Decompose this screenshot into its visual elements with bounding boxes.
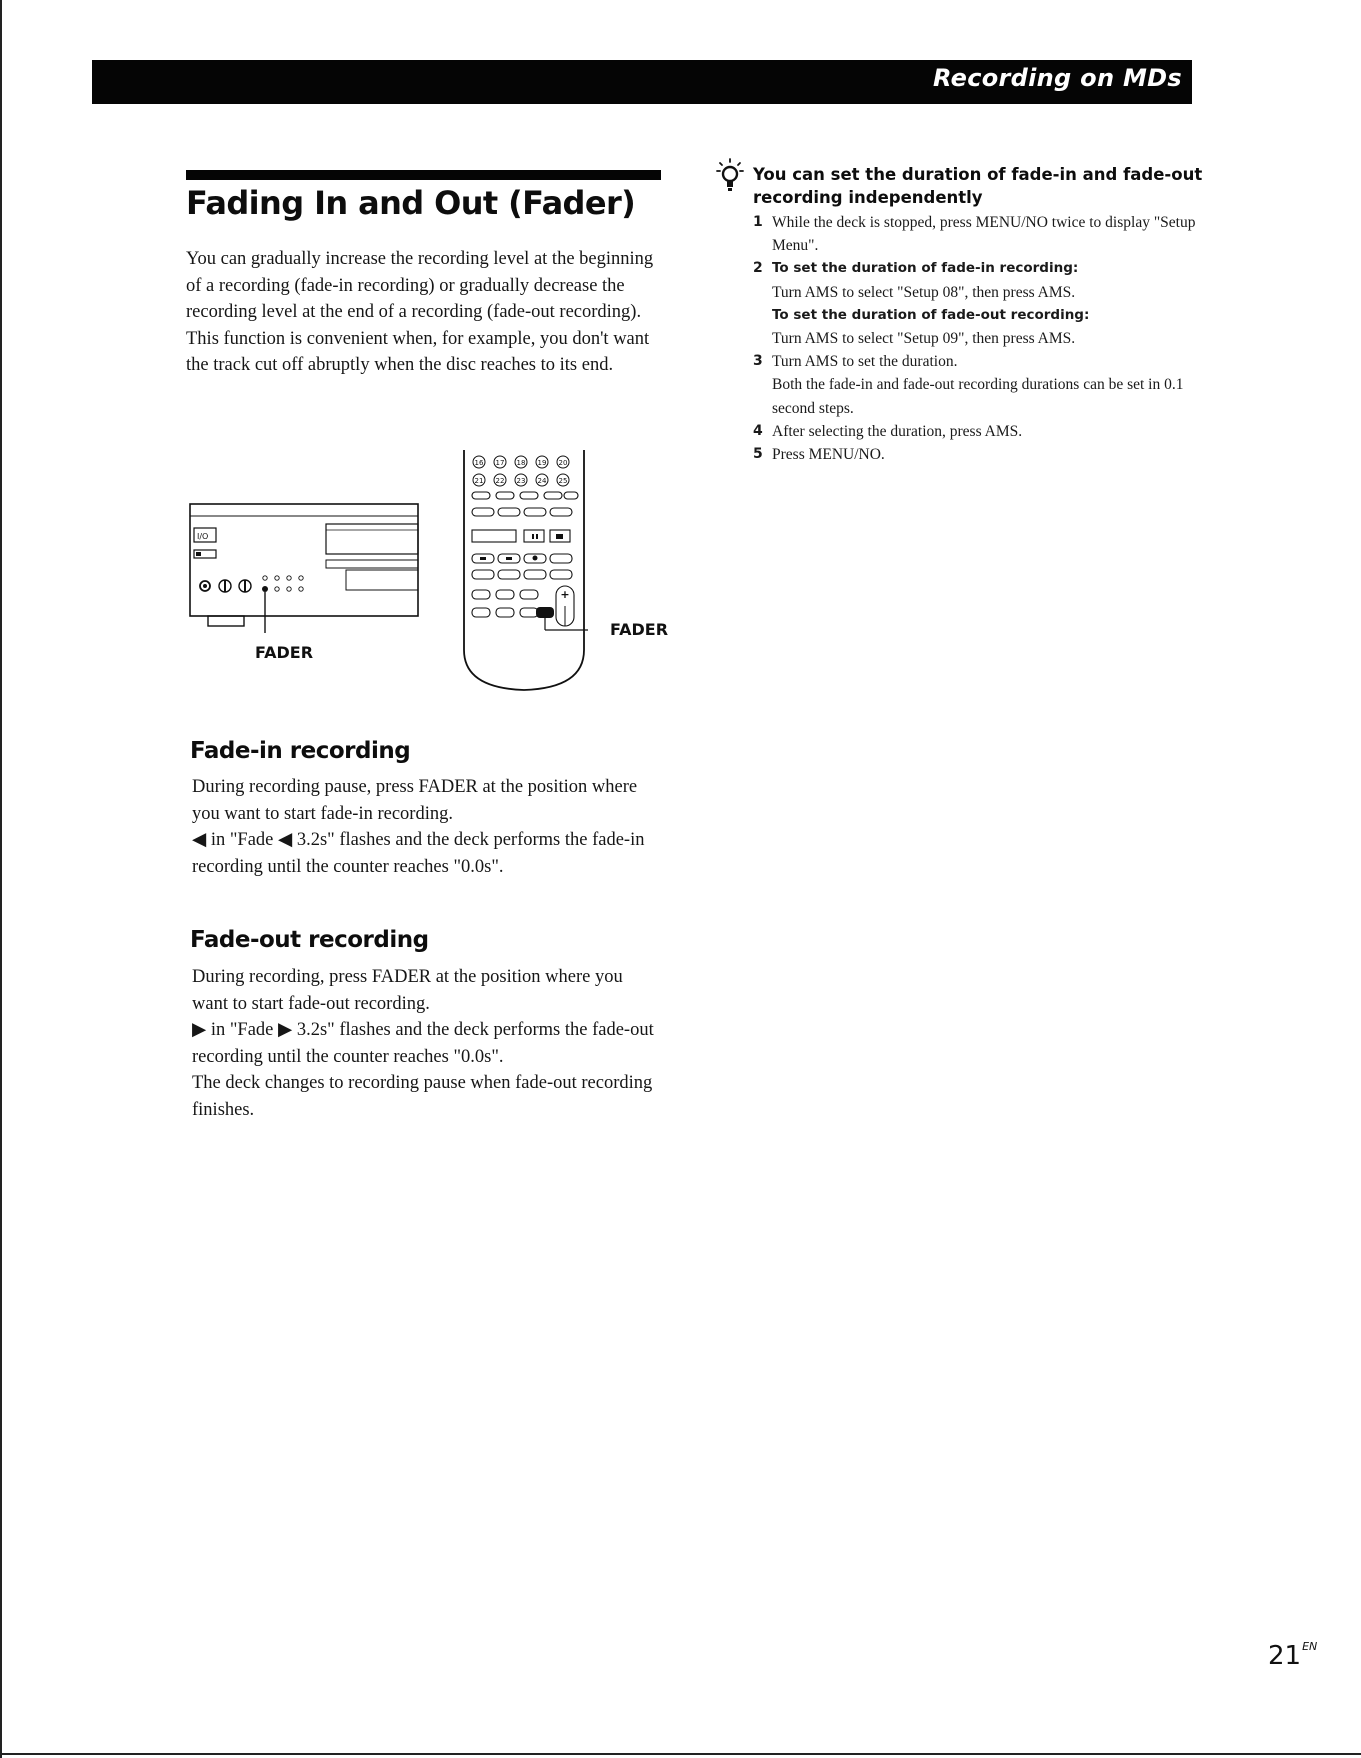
page-title: Fading In and Out (Fader) [186, 184, 636, 222]
list-item [753, 420, 1213, 443]
svg-text:16: 16 [474, 459, 484, 467]
step-text: Turn AMS to select "Setup 09", then press AMS. [772, 330, 1076, 348]
step-text: Both the fade-in and fade-out recording durations can be set in 0.1 second steps. [772, 376, 1184, 417]
fade-in-text [192, 774, 662, 880]
step-subheading: To set the duration of fade-in recording: [772, 260, 1079, 277]
fade-out-heading: Fade-out recording [190, 927, 429, 953]
step-number: 2 [753, 260, 763, 277]
fade-out-text [192, 964, 662, 1123]
chapter-title: Recording on MDs [933, 64, 1182, 92]
remote-illustration [460, 450, 590, 696]
step-text: Turn AMS to select "Setup 08", then press AMS. [772, 283, 1076, 301]
step-subheading: To set the duration of fade-out recording: [772, 306, 1090, 323]
chapter-header-bar [92, 60, 1192, 104]
fade-in-paragraph: ◀ in "Fade ◀ 3.2s" flashes and the deck performs the fade-in recording until the counter reaches "0.0s". [192, 830, 645, 877]
fade-in-paragraph: During recording pause, press FADER at the position where you want to start fade-in recording. [192, 777, 638, 824]
step-text: Turn AMS to set the duration. [772, 353, 958, 371]
svg-text:25: 25 [558, 477, 568, 485]
step-text: Press MENU/NO. [772, 446, 885, 464]
tip-heading: You can set the duration of fade-in and fade-out recording independently [753, 165, 1203, 207]
intro-text [186, 246, 656, 379]
page-number-value: 21 [1268, 1641, 1302, 1671]
list-item [753, 211, 1213, 257]
page-language-suffix: EN [1302, 1640, 1318, 1653]
fade-out-paragraph: ▶ in "Fade ▶ 3.2s" flashes and the deck performs the fade-out recording until the counter reaches "0.0s". [192, 1020, 654, 1067]
fade-out-paragraph: The deck changes to recording pause when fade-out recording finishes. [192, 1073, 653, 1120]
page-scan-edge-bottom [0, 1753, 1361, 1755]
svg-text:18: 18 [516, 459, 526, 467]
svg-text:23: 23 [516, 477, 526, 485]
fader-label-remote: FADER [610, 620, 669, 639]
page-scan-edge [0, 0, 2, 1758]
svg-text:19: 19 [537, 459, 547, 467]
list-item [753, 443, 1213, 466]
step-text: While the deck is stopped, press MENU/NO twice to display "Setup Menu". [772, 214, 1196, 255]
step-text: After selecting the duration, press AMS. [772, 422, 1023, 440]
deck-illustration [188, 498, 420, 638]
section-rule [186, 170, 661, 180]
svg-text:I/O: I/O [197, 532, 209, 541]
svg-text:20: 20 [558, 459, 568, 467]
svg-text:17: 17 [495, 459, 505, 467]
list-item [753, 257, 1213, 350]
fade-in-heading: Fade-in recording [190, 738, 411, 764]
list-item [753, 350, 1213, 420]
lightbulb-icon [716, 158, 744, 194]
fader-label-deck: FADER [255, 643, 314, 662]
svg-text:24: 24 [537, 477, 547, 485]
tip-steps [753, 211, 1213, 466]
fade-out-paragraph: During recording, press FADER at the position where you want to start fade-out recording. [192, 967, 623, 1014]
svg-text:21: 21 [474, 477, 484, 485]
step-number: 1 [753, 214, 763, 230]
step-number: 4 [753, 422, 763, 439]
step-number: 5 [753, 446, 763, 463]
step-number: 3 [753, 353, 763, 370]
intro-paragraph: This function is convenient when, for example, you don't want the track cut off abruptly when the disc reaches to its end. [186, 328, 650, 375]
svg-text:22: 22 [495, 477, 505, 485]
svg-text:+: + [560, 588, 570, 601]
page-number [1268, 1640, 1317, 1671]
intro-paragraph: You can gradually increase the recording level at the beginning of a recording (fade-in recording) or gradually decrease the recording level at the end of a recording (fade-out recording). [186, 249, 654, 322]
